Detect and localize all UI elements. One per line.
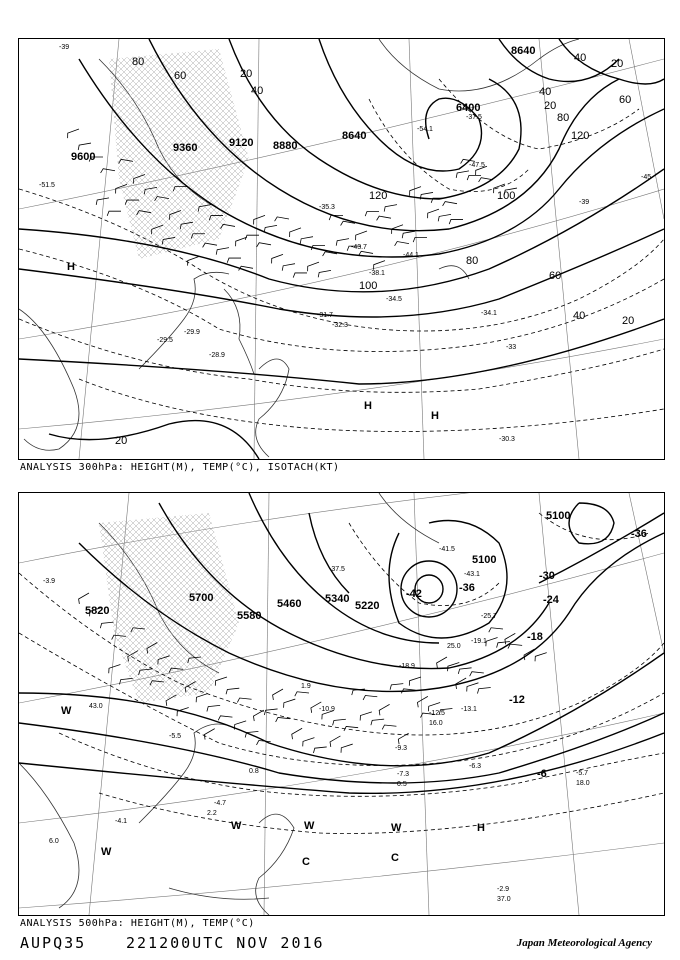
- wind-barb: [505, 633, 515, 644]
- map-300hpa-canvas: [19, 39, 664, 459]
- wind-barb: [384, 205, 397, 212]
- wind-barb: [318, 270, 331, 277]
- temp-label: -34.5: [386, 296, 402, 303]
- high-pressure-symbol: H: [431, 410, 439, 422]
- isotach-label: 120: [571, 130, 590, 142]
- isotach-label: 100: [497, 190, 516, 202]
- station-temp: -25.7: [481, 613, 497, 620]
- temp-label: -28.9: [209, 352, 225, 359]
- wind-barb: [293, 273, 307, 278]
- wind-barb: [100, 622, 113, 628]
- wind-barb: [456, 171, 469, 178]
- pressure-systems: [67, 261, 439, 422]
- cold-symbol: C: [302, 856, 310, 868]
- station-dewpoint: 0.5: [397, 781, 407, 788]
- wind-barb: [275, 217, 289, 221]
- station-temp: -12.5: [429, 710, 445, 717]
- height-label-8880: 8880: [273, 140, 298, 152]
- isotach-label: 20: [611, 58, 624, 70]
- wind-barb: [79, 593, 89, 604]
- temp-label: -32.3: [332, 322, 348, 329]
- isotach-label: 60: [174, 70, 187, 82]
- high-pressure-symbol: H: [67, 261, 75, 273]
- station-dewpoint: 37.0: [497, 896, 511, 903]
- wind-barb: [390, 684, 403, 690]
- wind-barb: [458, 668, 471, 674]
- hatched-terrain: [99, 513, 239, 703]
- coastline: [19, 493, 439, 915]
- station-temp: -9.3: [395, 745, 408, 752]
- wind-barb: [78, 143, 91, 150]
- caption-500hpa: ANALYSIS 500hPa: HEIGHT(M), TEMP(°C): [20, 918, 255, 929]
- wind-barb: [341, 744, 353, 753]
- wind-barb: [284, 699, 296, 708]
- station-temp: -3.9: [43, 578, 56, 585]
- isotherm-label: -30: [539, 570, 555, 582]
- height-label-5580: 5580: [237, 610, 262, 622]
- warm-symbol: W: [391, 822, 402, 834]
- wind-barb: [264, 225, 277, 232]
- temp-label: -54.1: [417, 126, 433, 133]
- station-temp: -5.5: [169, 733, 182, 740]
- isotherm-label: -12: [509, 694, 525, 706]
- temp-label: -45: [641, 174, 652, 181]
- wind-barb: [295, 692, 309, 696]
- isotach-label: 20: [622, 315, 635, 327]
- station-dewpoint: 6.0: [49, 838, 59, 845]
- wind-barb: [107, 211, 121, 216]
- height-label-5460: 5460: [277, 598, 302, 610]
- station-dewpoint: 1.9: [301, 683, 311, 690]
- temp-label: -38.1: [369, 270, 385, 277]
- wind-barb: [363, 696, 377, 700]
- isotach-label: 80: [557, 112, 570, 124]
- station-temp: -43.1: [464, 571, 480, 578]
- height-label-9120: 9120: [229, 137, 254, 149]
- wind-barb: [292, 728, 302, 739]
- wind-barb: [470, 672, 484, 676]
- map-panel-500hpa: [18, 492, 665, 916]
- wind-barb: [313, 747, 326, 753]
- wind-barb: [257, 243, 271, 247]
- high-pressure-symbol: H: [364, 400, 372, 412]
- temp-label: -39: [59, 44, 70, 51]
- height-label-5700: 5700: [189, 592, 214, 604]
- wind-barb: [508, 644, 522, 648]
- station-dewpoint: 18.0: [576, 780, 590, 787]
- isotach-label: 60: [619, 94, 632, 106]
- height-label-6400: 6400: [456, 102, 481, 114]
- temp-label: -29.9: [184, 329, 200, 336]
- warm-symbol: W: [231, 820, 242, 832]
- wind-barb: [477, 687, 490, 693]
- station-temp: -4.1: [115, 818, 128, 825]
- wind-barb: [377, 216, 391, 220]
- isotach-label: 40: [574, 52, 587, 64]
- wind-barb: [227, 258, 241, 263]
- wind-barb: [467, 683, 479, 692]
- wind-barb: [237, 698, 251, 702]
- temp-label: -34.1: [481, 310, 497, 317]
- station-temp: -10.9: [319, 706, 335, 713]
- height-label-5820: 5820: [85, 605, 110, 617]
- wind-barb: [402, 231, 415, 238]
- wind-barb: [273, 689, 283, 700]
- isotherm-label: -18: [527, 631, 543, 643]
- temp-label: -37.5: [466, 114, 482, 121]
- wind-barb: [272, 254, 283, 263]
- wind-barb: [196, 694, 208, 703]
- station-temp: -5.7: [576, 770, 589, 777]
- wind-barb: [437, 657, 447, 668]
- wind-barb: [282, 264, 295, 271]
- wind-barb: [382, 725, 396, 729]
- isotach-label: 60: [549, 270, 562, 282]
- isotherm-label: -42: [406, 588, 422, 600]
- isotach-label: 40: [539, 86, 552, 98]
- isotherm-label: -36: [631, 528, 647, 540]
- warm-symbol: W: [304, 820, 315, 832]
- wind-barb: [68, 129, 79, 138]
- wind-barb: [409, 677, 421, 686]
- isotach-label: 20: [544, 100, 557, 112]
- temp-label: -51.5: [39, 182, 55, 189]
- wind-barb: [360, 712, 372, 721]
- station-temp: -7.3: [397, 771, 410, 778]
- wind-barb: [101, 169, 115, 173]
- height-label-5340: 5340: [325, 593, 350, 605]
- map-500hpa-canvas: [19, 493, 664, 915]
- station-temp: -19.1: [471, 638, 487, 645]
- temp-label: -33: [506, 344, 517, 351]
- wind-barb: [203, 243, 217, 247]
- wind-barb: [428, 209, 439, 218]
- isotach-label: 120: [369, 190, 388, 202]
- isotach-label: 20: [115, 435, 128, 447]
- station-dewpoint: 2.2: [207, 810, 217, 817]
- isotach-label: 80: [132, 56, 145, 68]
- wind-barb: [330, 736, 340, 747]
- warm-symbol: W: [101, 846, 112, 858]
- wind-barb: [207, 705, 220, 711]
- wind-barb: [253, 710, 263, 721]
- temp-label: -29.5: [157, 337, 173, 344]
- wind-barb: [303, 738, 315, 747]
- isotherm-label: -36: [459, 582, 475, 594]
- wind-barb: [215, 677, 227, 686]
- station-dewpoint: 43.0: [89, 703, 103, 710]
- wind-barb: [449, 219, 463, 224]
- wind-barb: [379, 704, 389, 715]
- wind-barb: [336, 239, 349, 246]
- wind-barb: [535, 653, 547, 662]
- isotach-label: 40: [251, 85, 264, 97]
- high-pressure-symbol: H: [477, 822, 485, 834]
- wind-barb: [188, 256, 199, 265]
- station-dewpoint: 25.0: [447, 643, 461, 650]
- height-label-5100-northeast: 5100: [546, 510, 571, 522]
- height-label-8640-north: 8640: [511, 45, 536, 57]
- temp-label: -47.5: [469, 162, 485, 169]
- isotherm-label: -24: [543, 594, 559, 606]
- wind-barb: [486, 638, 498, 647]
- wind-barb: [109, 665, 121, 674]
- wind-barb: [417, 696, 427, 707]
- wind-barb: [438, 214, 451, 221]
- wind-barb: [276, 717, 290, 721]
- height-label-5220: 5220: [355, 600, 380, 612]
- wind-barb: [467, 175, 481, 180]
- caption-300hpa: ANALYSIS 300hPa: HEIGHT(M), TEMP(°C), ISOTACH(KT): [20, 462, 340, 473]
- wind-barb: [226, 688, 239, 694]
- wind-barb: [443, 202, 457, 206]
- warm-symbol: W: [61, 705, 72, 717]
- wind-barb: [333, 719, 346, 725]
- wind-barb: [413, 237, 427, 242]
- wind-barb: [489, 628, 503, 632]
- isotach-label: 80: [466, 255, 479, 267]
- temp-label: -30.3: [499, 436, 515, 443]
- station-temp: -41.5: [439, 546, 455, 553]
- temp-label: -39: [579, 199, 590, 206]
- station-temp: -18.9: [399, 663, 415, 670]
- wind-barb: [96, 198, 109, 205]
- station-temp: -37.5: [329, 566, 345, 573]
- wind-barb: [356, 231, 367, 240]
- wind-barb: [254, 215, 265, 224]
- wind-barb: [290, 228, 301, 237]
- wind-barb: [410, 187, 421, 196]
- station-temp: -2.9: [497, 886, 510, 893]
- wind-barb: [365, 211, 379, 216]
- wind-barb: [371, 719, 384, 725]
- station-dewpoint: 0.8: [249, 768, 259, 775]
- wind-barb: [300, 237, 313, 244]
- temp-label: -44.1: [403, 252, 419, 259]
- isotach-label: 40: [573, 310, 586, 322]
- map-panel-300hpa: [18, 38, 665, 460]
- isotach-label: 100: [359, 280, 378, 292]
- wind-barb: [395, 242, 409, 246]
- cold-symbol: C: [391, 852, 399, 864]
- station-temp: -6.3: [469, 763, 482, 770]
- height-label-9360: 9360: [173, 142, 198, 154]
- height-label-8640: 8640: [342, 130, 367, 142]
- agency-credit: Japan Meteorological Agency: [516, 937, 652, 949]
- temp-label: -35.3: [319, 204, 335, 211]
- valid-time: 221200UTC NOV 2016: [126, 934, 325, 952]
- station-dewpoint: 16.0: [429, 720, 443, 727]
- isotherm-label: -6: [537, 768, 547, 780]
- wind-barb: [216, 248, 229, 255]
- station-temp: -4.7: [214, 800, 227, 807]
- station-temp: -13.1: [461, 706, 477, 713]
- height-label-5100: 5100: [472, 554, 497, 566]
- wind-barb: [308, 262, 319, 271]
- wind-barb: [218, 716, 232, 720]
- isotach-label: 20: [240, 68, 253, 80]
- height-label-9600: 9600: [71, 151, 96, 163]
- temp-label: -43.7: [351, 244, 367, 251]
- chart-code: AUPQ35: [20, 934, 87, 952]
- temp-label: -31.7: [317, 312, 333, 319]
